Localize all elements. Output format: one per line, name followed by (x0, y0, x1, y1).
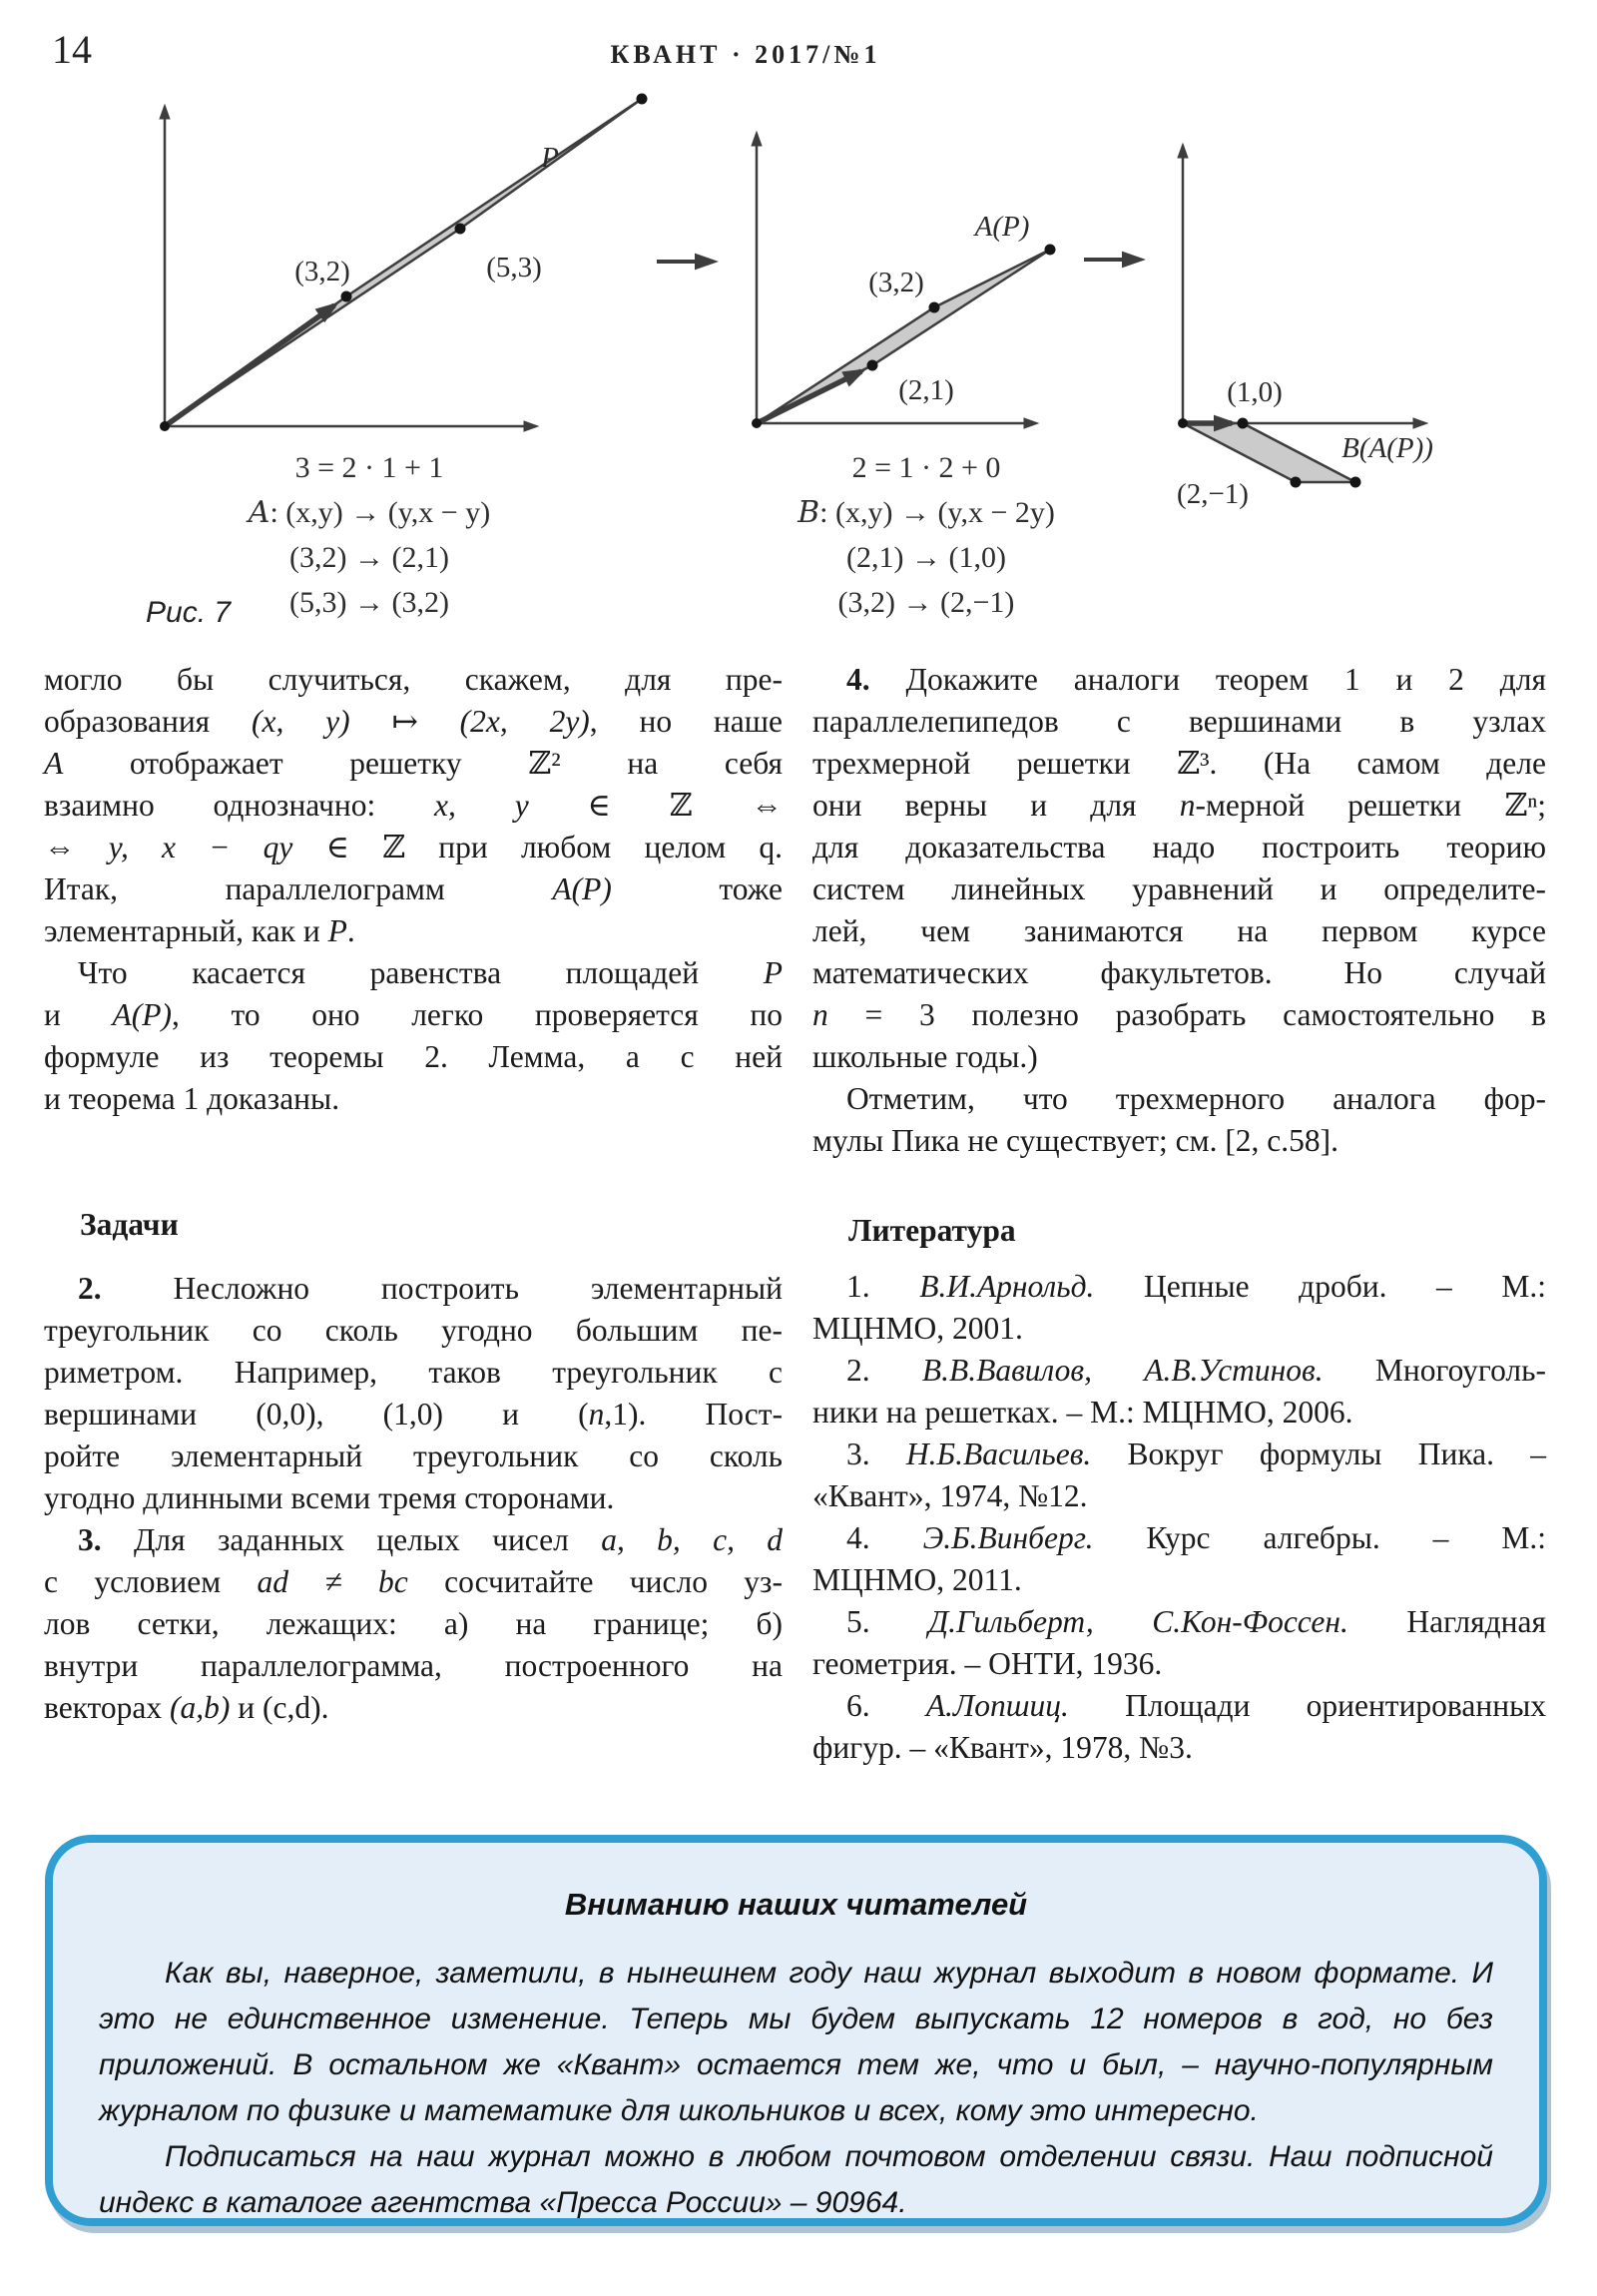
text-segment-bold: 4. (846, 662, 870, 697)
text-segment: взаимно однозначно: (44, 788, 435, 823)
text-segment: 2. (846, 1353, 922, 1388)
text-line (812, 1350, 1546, 1392)
text-line (44, 952, 783, 994)
formula-map: : (x,y) → (y,x − y) (269, 496, 491, 529)
text-line (44, 1477, 783, 1519)
text-line (812, 1392, 1546, 1434)
text-segment-italic: x, y (434, 788, 529, 823)
basis-vector-arrow (165, 305, 334, 426)
text-line (812, 1308, 1546, 1350)
text-segment: для доказательства надо построить теорию (812, 830, 1546, 864)
readers-notice-box (45, 1835, 1547, 2226)
text-segment: Вокруг формулы Пика. – (1091, 1436, 1546, 1471)
page-number: 14 (52, 27, 92, 72)
text-segment-italic: (x, y) ↦ (2x, 2y) (251, 704, 590, 739)
formula-line: 3 = 2 · 1 + 1 (294, 451, 444, 484)
text-segment: 5. (846, 1604, 929, 1639)
text-line (812, 785, 1546, 827)
text-segment-italic: n (1179, 788, 1196, 823)
text-segment: могло бы случиться, скажем, для пре- (44, 662, 783, 697)
lattice-point (1350, 477, 1361, 488)
text-segment-italic: В.И.Арнольд. (919, 1269, 1095, 1304)
figure-caption: Рис. 7 (146, 596, 232, 629)
text-segment: ∈ ℤ ⇔ (528, 788, 783, 823)
lattice-point (455, 224, 466, 235)
text-segment: 6. (846, 1688, 926, 1723)
text-segment: векторах (44, 1690, 171, 1725)
text-segment-bold: 3. (78, 1522, 102, 1557)
text-segment: ∈ ℤ при любом целом q. (292, 830, 783, 864)
text-segment: мулы Пика не существует; см. [2, с.58]. (812, 1123, 1339, 1158)
text-segment: отображает решетку ℤ² на себя (63, 746, 783, 781)
text-line (812, 1036, 1546, 1078)
parallelogram-label: A(P) (974, 211, 1030, 243)
text-line (44, 701, 783, 743)
text-segment: -мерной решетки ℤⁿ; (1195, 788, 1547, 823)
text-segment: и теорема 1 доказаны. (44, 1081, 340, 1116)
text-segment: с условием (44, 1564, 258, 1599)
text-line (44, 994, 783, 1036)
lattice-point (929, 302, 940, 313)
text-line (44, 1394, 783, 1435)
text-segment: Курс алгебры. – М.: (1093, 1520, 1546, 1555)
transform-arrow-icon (651, 246, 735, 278)
text-line (44, 868, 783, 910)
formula-line: (3,2) → (2,−1) (837, 586, 1015, 619)
notice-title: Вниманию наших читателей (564, 1887, 1028, 1922)
text-segment: формуле из теоремы 2. Лемма, а с ней (44, 1039, 783, 1074)
text-line (44, 1603, 783, 1645)
formula-map: : (x,y) → (y,x − 2y) (819, 496, 1055, 529)
text-line (812, 1266, 1546, 1308)
text-segment: Для заданных целых чисел (101, 1522, 602, 1557)
text-segment: «Квант», 1974, №12. (812, 1478, 1088, 1513)
text-line (812, 868, 1546, 910)
text-line (44, 1268, 783, 1310)
text-segment: вершинами (0,0), (1,0) и ( (44, 1397, 589, 1432)
point-label: (2,−1) (1177, 478, 1249, 510)
lattice-point (1238, 418, 1249, 429)
text-line (44, 743, 783, 785)
formula-line: (3,2) → (2,1) (289, 541, 449, 574)
text-line (44, 1078, 783, 1120)
parallelogram-label: B(A(P)) (1341, 432, 1433, 464)
text-segment: и (44, 997, 113, 1032)
point-label: (5,3) (486, 252, 542, 284)
text-line (44, 827, 783, 868)
text-segment: элементарный, как и (44, 913, 328, 948)
lattice-point (1291, 477, 1302, 488)
text-line (812, 1727, 1546, 1769)
script-letter: A (248, 495, 270, 530)
text-segment: ,1). Пост- (604, 1397, 783, 1432)
lattice-point (1045, 245, 1056, 256)
text-segment: , то оно легко проверяется по (171, 997, 784, 1032)
text-line (44, 1687, 783, 1729)
lattice-point (637, 94, 648, 105)
formula-line (727, 490, 1126, 535)
text-line (812, 1475, 1546, 1517)
text-segment: Площади ориентированных (1068, 1688, 1547, 1723)
text-segment: ройте элементарный треугольник со сколь (44, 1438, 783, 1473)
text-segment: Отметим, что трехмерного аналога фор- (846, 1081, 1546, 1116)
text-segment: Докажите аналоги теорем 1 и 2 для (869, 662, 1546, 697)
text-line (812, 827, 1546, 868)
text-line (812, 910, 1546, 952)
text-line (44, 1435, 783, 1477)
text-line (44, 910, 783, 952)
text-segment: внутри параллелограмма, построенного на (44, 1648, 783, 1683)
diagram-parallelogram-P (95, 85, 654, 434)
text-segment: лей, чем занимаются на первом курсе (812, 913, 1546, 948)
text-segment-italic: P (327, 913, 347, 948)
text-line (812, 1210, 1546, 1252)
text-segment: они верны и для (812, 788, 1180, 823)
text-segment: . (346, 913, 355, 948)
text-line (44, 785, 783, 827)
formula-line: 2 = 1 · 2 + 0 (851, 451, 1001, 484)
text-segment: , но наше (589, 704, 783, 739)
text-segment: = 3 полезно разобрать самостоятельно в (827, 997, 1546, 1032)
text-segment-italic: n (588, 1397, 605, 1432)
notice-paragraph: Как вы, наверное, заметили, в нынешнем году наш журнал выходит в новом формате. И это не единственное изменение. Теперь мы будем выпускать 12 номеров в год, но без приложений. В остальном же «Квант» остается тем же, что и был, – научно-популярным журналом по физике и математике для школьников и всех, кому это интересно. (99, 1957, 1493, 2127)
text-segment: треугольник со сколь угодно большим пе- (44, 1313, 783, 1348)
text-line (44, 659, 783, 701)
text-line (44, 1204, 783, 1246)
text-line (44, 1036, 783, 1078)
text-segment-italic: n (812, 997, 828, 1032)
text-segment: угодно длинными всеми тремя сторонами. (44, 1480, 615, 1515)
text-segment: ники на решетках. – М.: МЦНМО, 2006. (812, 1395, 1353, 1430)
parallelogram-label: P (541, 142, 559, 174)
text-segment-bold: 2. (78, 1271, 102, 1306)
text-segment: систем линейных уравнений и определите- (812, 871, 1546, 906)
text-line (812, 701, 1546, 743)
text-line (812, 1601, 1546, 1643)
text-segment-italic: Д.Гильберт, С.Кон-Фоссен. (928, 1604, 1348, 1639)
text-line (812, 1517, 1546, 1559)
text-segment: и (c,d). (230, 1690, 329, 1725)
text-line (812, 1434, 1546, 1475)
parallelogram-BAP (1183, 423, 1355, 482)
lattice-point (1178, 418, 1188, 428)
text-segment-italic: В.В.Вавилов, А.В.Устинов. (921, 1353, 1324, 1388)
text-segment: риметром. Например, таков треугольник с (44, 1355, 783, 1390)
text-segment-italic: y, x − qy (108, 830, 293, 864)
point-label: (2,1) (898, 374, 954, 406)
text-line (44, 1519, 783, 1561)
text-line (812, 1685, 1546, 1727)
lattice-point (341, 291, 352, 302)
text-segment-italic: А.Лопшиц. (925, 1688, 1069, 1723)
text-segment: Литература (848, 1213, 1016, 1248)
text-line (812, 1559, 1546, 1601)
text-segment: математических факультетов. Но случай (812, 955, 1546, 990)
text-segment-italic: P (763, 955, 783, 990)
text-segment-italic: (a,b) (170, 1690, 231, 1725)
text-segment-italic: A(P) (112, 997, 172, 1032)
text-line (44, 1645, 783, 1687)
text-segment: Многоуголь- (1323, 1353, 1546, 1388)
text-segment-italic: ad ≠ bc (257, 1564, 408, 1599)
right-column (812, 659, 1546, 1769)
text-segment: Что касается равенства площадей (78, 955, 764, 990)
text-segment: Наглядная (1347, 1604, 1546, 1639)
text-segment-italic: Э.Б.Винберг. (922, 1520, 1094, 1555)
text-segment: Цепные дроби. – М.: (1094, 1269, 1546, 1304)
journal-header: КВАНТ · 2017/№1 (610, 40, 881, 69)
text-segment-italic: a, b, c, d (601, 1522, 784, 1557)
lattice-point (752, 418, 762, 428)
diagram-B-of-A-of-P (1138, 120, 1597, 519)
text-line (812, 994, 1546, 1036)
text-line (44, 1561, 783, 1603)
text-segment: Несложно построить элементарный (101, 1271, 783, 1306)
text-line (812, 1120, 1546, 1162)
text-segment-italic: A (44, 746, 64, 781)
text-segment: фигур. – «Квант», 1978, №3. (812, 1730, 1193, 1765)
text-line (44, 1352, 783, 1394)
point-label: (1,0) (1227, 376, 1283, 408)
script-letter: B (798, 495, 820, 530)
text-segment: школьные годы.) (812, 1039, 1038, 1074)
text-segment: 4. (846, 1520, 923, 1555)
text-segment: ⇔ (44, 830, 109, 864)
point-label: (3,2) (868, 267, 924, 298)
text-segment: параллелепипедов с вершинами в узлах (812, 704, 1546, 739)
text-line (44, 1310, 783, 1352)
point-label: (3,2) (294, 256, 350, 287)
notice-paragraph: Подписаться на наш журнал можно в любом почтовом отделении связи. Наш подписной индекс в каталоге агентства «Пресса России» – 90964. (99, 2140, 1493, 2219)
text-segment: геометрия. – ОНТИ, 1936. (812, 1646, 1163, 1681)
text-segment: 1. (846, 1269, 920, 1304)
text-line (812, 1643, 1546, 1685)
text-line (812, 1078, 1546, 1120)
text-segment: МЦНМО, 2011. (812, 1562, 1022, 1597)
text-line (812, 659, 1546, 701)
figure-formulas-middle (727, 445, 1126, 625)
text-segment: Задачи (80, 1207, 179, 1242)
text-segment-italic: Н.Б.Васильев. (905, 1436, 1092, 1471)
text-segment: МЦНМО, 2001. (812, 1311, 1023, 1346)
formula-line: (5,3) → (3,2) (289, 586, 449, 619)
left-column (44, 659, 783, 1729)
text-line (812, 952, 1546, 994)
formula-line: (2,1) → (1,0) (846, 541, 1006, 574)
text-segment: лов сетки, лежащих: а) на границе; б) (44, 1606, 783, 1641)
text-segment: образования (44, 704, 252, 739)
text-segment: 3. (846, 1436, 906, 1471)
basis-vector-arrow (757, 371, 861, 423)
text-segment: сосчитайте число уз- (407, 1564, 783, 1599)
text-segment-italic: A(P) (552, 871, 612, 906)
text-line (812, 743, 1546, 785)
lattice-point (867, 360, 878, 371)
text-segment: трехмерной решетки ℤ³. (На самом деле (812, 746, 1546, 781)
text-segment: Итак, параллелограмм (44, 871, 553, 906)
formula-line (170, 490, 569, 535)
text-segment: тоже (611, 871, 783, 906)
lattice-point (160, 421, 170, 431)
